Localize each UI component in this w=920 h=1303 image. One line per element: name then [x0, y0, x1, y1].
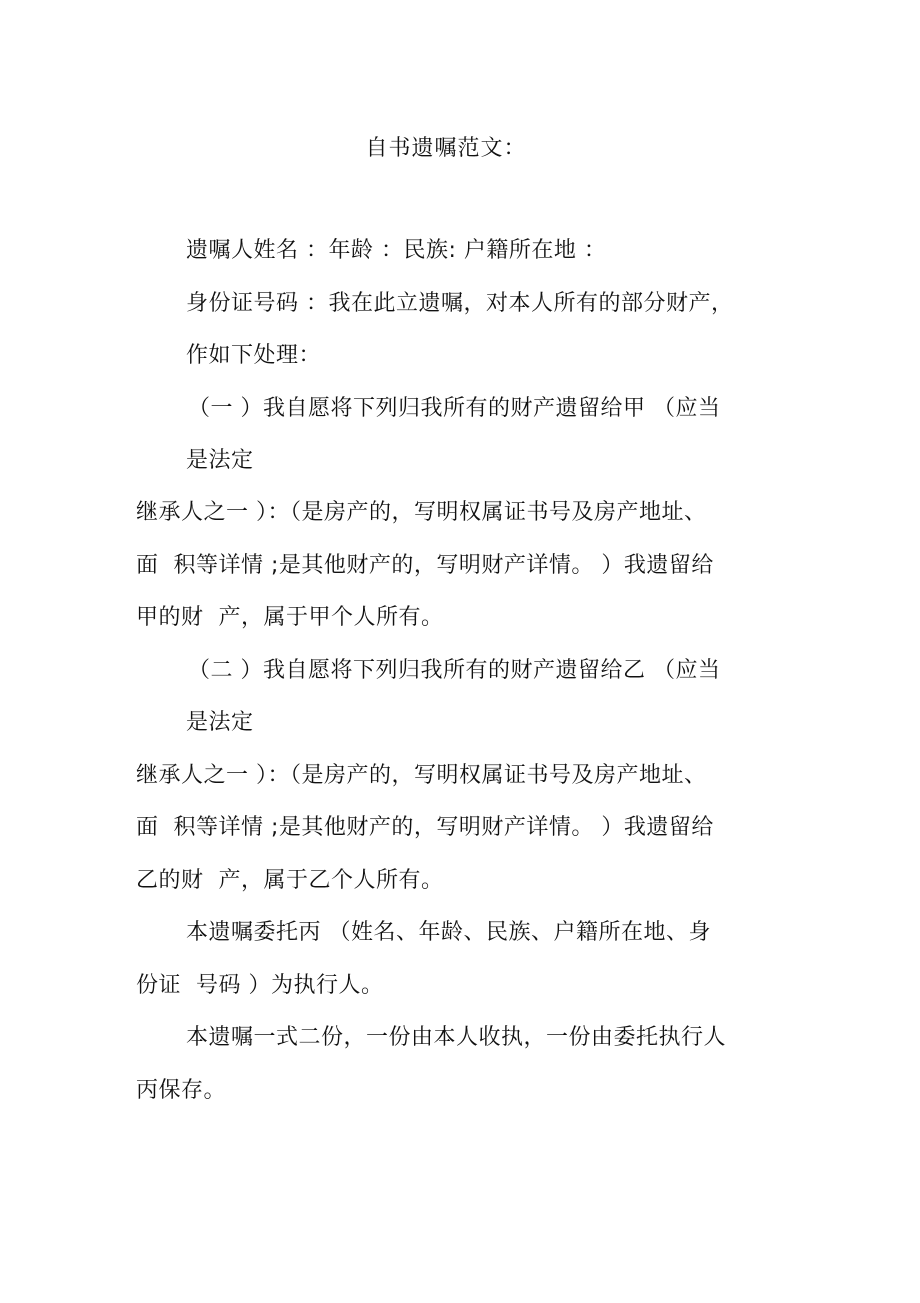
text-line: 作如下处理： [186, 343, 322, 368]
text-line: 本遗嘱一式二份，一份由本人收执，一份由委托执行人 [186, 1025, 727, 1050]
text-line: 乙的财 产，属于乙个人所有。 [136, 868, 444, 893]
text-line: 面 积等详情 ;是其他财产的，写明财产详情。 ）我遗留给 [136, 815, 714, 840]
text-line: 遗嘱人姓名 ：年龄 ：民族: 户籍所在地 ： [186, 238, 607, 263]
text-line: 继承人之一 ）：（是房产的，写明权属证书号及房产地址、 [136, 763, 707, 788]
text-line: 是法定 [186, 710, 254, 735]
text-line: 甲的财 产，属于甲个人所有。 [136, 605, 444, 630]
text-line: 面 积等详情 ;是其他财产的，写明财产详情。 ）我遗留给 [136, 553, 714, 578]
document-title: 自书遗嘱范文： [365, 136, 527, 161]
text-line: 本遗嘱委托丙 （姓名、年龄、民族、户籍所在地、身 [186, 920, 711, 945]
text-line: 丙保存。 [136, 1078, 227, 1103]
text-line: （二 ）我自愿将下列归我所有的财产遗留给乙 （应当 [188, 658, 721, 683]
text-line: 份证 号码 ）为执行人。 [136, 973, 384, 998]
text-line: 身份证号码 ：我在此立遗嘱，对本人所有的部分财产， [186, 291, 734, 316]
text-line: 继承人之一 ）：（是房产的，写明权属证书号及房产地址、 [136, 500, 707, 525]
text-line: 是法定 [186, 448, 254, 473]
text-line: （一 ）我自愿将下列归我所有的财产遗留给甲 （应当 [188, 396, 721, 421]
